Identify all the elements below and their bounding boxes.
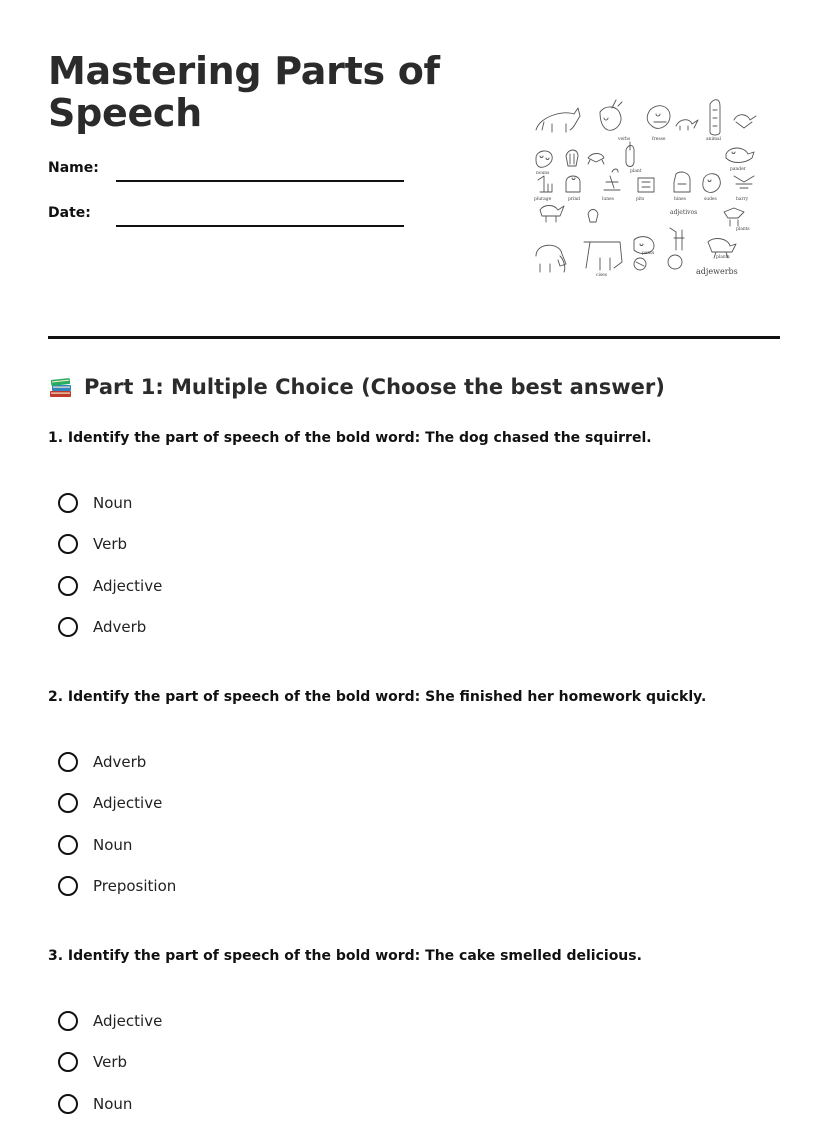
date-field[interactable] xyxy=(48,205,404,229)
illus-label-6: pander xyxy=(730,167,746,172)
option-adjective[interactable] xyxy=(58,1000,162,1042)
answer-options xyxy=(58,741,176,907)
illus-label-8: prind xyxy=(568,197,580,202)
illus-label-15: plants xyxy=(736,227,750,232)
illus-label-3: animal xyxy=(706,137,722,142)
illus-label-4: nouns xyxy=(536,171,550,176)
option-label: Adverb xyxy=(93,618,147,637)
question-text: 1. Identify the part of speech of the bold word: The dog chased the squirrel. xyxy=(48,430,652,446)
page-title: Mastering Parts of Speech xyxy=(48,49,440,135)
option-label: Noun xyxy=(93,835,133,854)
radio-button[interactable] xyxy=(58,576,78,596)
option-adjective[interactable] xyxy=(58,783,176,825)
name-field[interactable] xyxy=(48,160,404,184)
radio-button[interactable] xyxy=(58,876,78,896)
radio-button[interactable] xyxy=(58,835,78,855)
option-label: Verb xyxy=(93,1053,128,1072)
illus-label-17: pants xyxy=(642,251,655,256)
option-preposition[interactable] xyxy=(58,866,176,908)
answer-options xyxy=(58,1000,162,1125)
option-adjective[interactable] xyxy=(58,565,162,607)
option-adverb[interactable] xyxy=(58,741,176,783)
books-icon xyxy=(48,374,74,400)
question-3 xyxy=(48,946,780,1113)
option-verb[interactable] xyxy=(58,1042,162,1084)
illus-label-19: adjewerbs xyxy=(696,267,738,276)
section-title xyxy=(48,374,665,400)
worksheet-page xyxy=(48,0,780,1113)
header-divider xyxy=(48,336,780,339)
illus-label-7: plurage xyxy=(534,197,552,202)
date-line[interactable] xyxy=(116,225,404,227)
option-noun[interactable] xyxy=(58,1083,162,1125)
illus-label-13: harry xyxy=(736,197,749,202)
option-label: Adjective xyxy=(93,576,163,595)
option-label: Noun xyxy=(93,493,133,512)
option-label: Preposition xyxy=(93,877,177,896)
option-label: Verb xyxy=(93,535,128,554)
option-label: Adjective xyxy=(93,1011,163,1030)
question-text: 2. Identify the part of speech of the bold word: She finished her homework quickly. xyxy=(48,689,707,705)
animal-parts-of-speech-illustration xyxy=(530,92,760,284)
illus-label-18: plants xyxy=(716,255,730,260)
illus-label-16: cises xyxy=(596,273,607,278)
radio-button[interactable] xyxy=(58,752,78,772)
worksheet-header xyxy=(48,0,780,399)
option-noun[interactable] xyxy=(58,824,176,866)
illus-label-10: pits xyxy=(636,197,645,202)
answer-options xyxy=(58,482,162,648)
question-1 xyxy=(48,428,780,637)
illus-label-2: fresse xyxy=(652,137,666,142)
radio-button[interactable] xyxy=(58,534,78,554)
date-label: Date: xyxy=(48,205,91,221)
illus-label-1: verbs xyxy=(618,137,631,142)
radio-button[interactable] xyxy=(58,1011,78,1031)
name-line[interactable] xyxy=(116,180,404,182)
radio-button[interactable] xyxy=(58,793,78,813)
illus-label-12: sudes xyxy=(704,197,717,202)
option-noun[interactable] xyxy=(58,482,162,524)
name-label: Name: xyxy=(48,160,99,176)
option-verb[interactable] xyxy=(58,524,162,566)
illus-label-9: lunes xyxy=(602,197,614,202)
option-label: Noun xyxy=(93,1094,133,1113)
illus-label-14: adjetivos xyxy=(670,209,698,216)
radio-button[interactable] xyxy=(58,617,78,637)
question-2 xyxy=(48,687,780,896)
option-adverb[interactable] xyxy=(58,607,162,649)
question-text: 3. Identify the part of speech of the bold word: The cake smelled delicious. xyxy=(48,948,642,964)
radio-button[interactable] xyxy=(58,1094,78,1114)
illus-label-5: plant xyxy=(630,169,642,174)
section-title-text: Part 1: Multiple Choice (Choose the best answer) xyxy=(84,375,665,399)
option-label: Adjective xyxy=(93,794,163,813)
radio-button[interactable] xyxy=(58,493,78,513)
illus-label-11: hines xyxy=(674,197,686,202)
radio-button[interactable] xyxy=(58,1052,78,1072)
option-label: Adverb xyxy=(93,752,147,771)
